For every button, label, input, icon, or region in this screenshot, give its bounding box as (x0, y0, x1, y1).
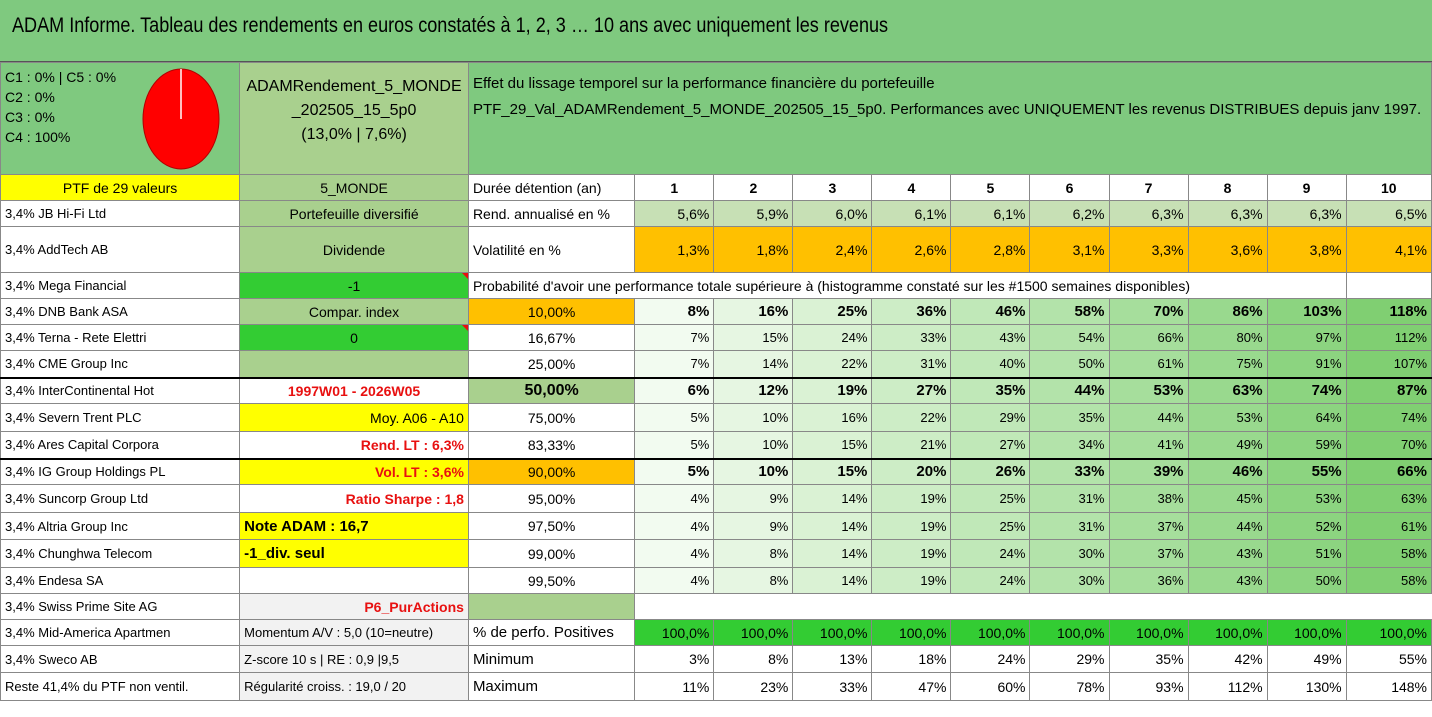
probability-value: 31% (872, 351, 951, 378)
info-moy: Moy. A06 - A10 (240, 404, 469, 432)
probability-value: 31% (1030, 513, 1109, 540)
vol-value: 2,6% (872, 227, 951, 273)
holding-name: 3,4% AddTech AB (1, 227, 240, 273)
table-row (1, 227, 1432, 273)
min-value: 35% (1109, 646, 1188, 673)
description-line1: Effet du lissage temporel sur la performance financière du portefeuille (472, 75, 935, 92)
rend-value: 6,3% (1188, 201, 1267, 227)
table-row (1, 299, 1432, 325)
probability-value: 8% (714, 568, 793, 594)
table-row (1, 351, 1432, 378)
probability-value: 52% (1267, 513, 1346, 540)
probability-value: 61% (1346, 513, 1431, 540)
portfolio-perf: (13,0% | 7,6%) (301, 126, 407, 143)
probability-value: 10% (714, 459, 793, 485)
holding-name: 3,4% Chunghwa Telecom (1, 540, 240, 568)
probability-threshold: 16,67% (468, 325, 634, 351)
probability-value: 14% (793, 513, 872, 540)
info-vol-lt: Vol. LT : 3,6% (240, 459, 469, 485)
rend-label: Rend. annualisé en % (468, 201, 634, 227)
empty-cell (635, 594, 1432, 620)
holding-name: 3,4% Terna - Rete Elettri (1, 325, 240, 351)
table-row (1, 325, 1432, 351)
pos-label: % de perfo. Positives (468, 620, 634, 646)
probability-value: 43% (1188, 568, 1267, 594)
holding-name: 3,4% Endesa SA (1, 568, 240, 594)
probability-value: 25% (951, 485, 1030, 513)
probability-value: 8% (714, 540, 793, 568)
rend-value: 6,3% (1267, 201, 1346, 227)
table-row (1, 513, 1432, 540)
holding-name: 3,4% Mega Financial (1, 273, 240, 299)
holding-name: 3,4% Altria Group Inc (1, 513, 240, 540)
year-header: 10 (1346, 175, 1431, 201)
portfolio-name: ADAMRendement_5_MONDE_202505_15_5p0 (246, 78, 462, 119)
info-rend-lt: Rend. LT : 6,3% (240, 432, 469, 459)
probability-value: 4% (635, 568, 714, 594)
probability-value: 66% (1109, 325, 1188, 351)
probability-value: 14% (793, 568, 872, 594)
probability-threshold: 83,33% (468, 432, 634, 459)
probability-value: 6% (635, 378, 714, 404)
probability-threshold: 97,50% (468, 513, 634, 540)
probability-value: 14% (793, 540, 872, 568)
holding-name: 3,4% Sweco AB (1, 646, 240, 673)
info-period: 1997W01 - 2026W05 (240, 378, 469, 404)
holding-name: 3,4% DNB Bank ASA (1, 299, 240, 325)
min-value: 8% (714, 646, 793, 673)
probability-value: 14% (793, 485, 872, 513)
year-header: 9 (1267, 175, 1346, 201)
year-header: 4 (872, 175, 951, 201)
allocation-pie-chart (141, 67, 221, 171)
year-header: 7 (1109, 175, 1188, 201)
holding-name: 3,4% Ares Capital Corpora (1, 432, 240, 459)
probability-value: 4% (635, 485, 714, 513)
probability-threshold: 50,00% (468, 378, 634, 404)
info-compar-index: Compar. index (240, 299, 469, 325)
vol-value: 1,8% (714, 227, 793, 273)
rend-value: 5,9% (714, 201, 793, 227)
class-line: C4 : 100% (5, 129, 71, 145)
probability-value: 70% (1109, 299, 1188, 325)
probability-value: 59% (1267, 432, 1346, 459)
rend-value: 6,5% (1346, 201, 1431, 227)
table-row (1, 459, 1432, 485)
probability-value: 103% (1267, 299, 1346, 325)
probability-value: 15% (793, 459, 872, 485)
pos-value: 100,0% (1346, 620, 1431, 646)
probability-value: 107% (1346, 351, 1431, 378)
max-value: 130% (1267, 673, 1346, 701)
rend-value: 5,6% (635, 201, 714, 227)
probability-threshold: 95,00% (468, 485, 634, 513)
description-line2: PTF_29_Val_ADAMRendement_5_MONDE_202505_15_5p0. Performances avec UNIQUEMENT les revenus DISTRIBUES depuis janv 1997. (472, 101, 1422, 118)
probability-value: 58% (1030, 299, 1109, 325)
probability-value: 9% (714, 513, 793, 540)
probability-value: 37% (1109, 540, 1188, 568)
probability-value: 61% (1109, 351, 1188, 378)
max-value: 93% (1109, 673, 1188, 701)
probability-value: 53% (1109, 378, 1188, 404)
probability-value: 19% (793, 378, 872, 404)
probability-value: 43% (951, 325, 1030, 351)
class-allocation-cell (1, 63, 240, 175)
probability-value: 70% (1346, 432, 1431, 459)
probability-value: 63% (1346, 485, 1431, 513)
probability-value: 22% (872, 404, 951, 432)
probability-value: 15% (714, 325, 793, 351)
probability-value: 51% (1267, 540, 1346, 568)
probability-value: 24% (951, 568, 1030, 594)
max-value: 47% (872, 673, 951, 701)
table-row (1, 432, 1432, 459)
probability-value: 12% (714, 378, 793, 404)
probability-value: 30% (1030, 568, 1109, 594)
probability-value: 58% (1346, 568, 1431, 594)
probability-threshold: 99,00% (468, 540, 634, 568)
info-compar-value: 0 (240, 325, 469, 351)
probability-value: 4% (635, 540, 714, 568)
probability-threshold: 25,00% (468, 351, 634, 378)
table-row (1, 673, 1432, 701)
probability-value: 54% (1030, 325, 1109, 351)
holding-name: 3,4% Swiss Prime Site AG (1, 594, 240, 620)
probability-value: 86% (1188, 299, 1267, 325)
holding-name: 3,4% Suncorp Group Ltd (1, 485, 240, 513)
probability-value: 16% (793, 404, 872, 432)
pos-value: 100,0% (635, 620, 714, 646)
rend-value: 6,2% (1030, 201, 1109, 227)
info-empty (240, 568, 469, 594)
min-value: 24% (951, 646, 1030, 673)
probability-value: 8% (635, 299, 714, 325)
probability-value: 74% (1267, 378, 1346, 404)
vol-value: 4,1% (1346, 227, 1431, 273)
max-value: 148% (1346, 673, 1431, 701)
min-value: 13% (793, 646, 872, 673)
probability-value: 10% (714, 404, 793, 432)
probability-value: 36% (1109, 568, 1188, 594)
year-header: 1 (635, 175, 714, 201)
probability-value: 44% (1030, 378, 1109, 404)
probability-value: 74% (1346, 404, 1431, 432)
year-header: 5 (951, 175, 1030, 201)
probability-value: 19% (872, 540, 951, 568)
probability-value: 91% (1267, 351, 1346, 378)
holding-name: 3,4% Severn Trent PLC (1, 404, 240, 432)
probability-value: 36% (872, 299, 951, 325)
probability-value: 27% (951, 432, 1030, 459)
probability-value: 80% (1188, 325, 1267, 351)
year-header: 2 (714, 175, 793, 201)
table-row (1, 646, 1432, 673)
probability-value: 9% (714, 485, 793, 513)
table-row (1, 378, 1432, 404)
rend-value: 6,1% (951, 201, 1030, 227)
probability-value: 49% (1188, 432, 1267, 459)
info-dividend-value: -1 (240, 273, 469, 299)
holding-name: Reste 41,4% du PTF non ventil. (1, 673, 240, 701)
probability-value: 35% (951, 378, 1030, 404)
max-value: 78% (1030, 673, 1109, 701)
min-label: Minimum (468, 646, 634, 673)
rend-value: 6,3% (1109, 201, 1188, 227)
page-title: ADAM Informe. Tableau des rendements en euros constatés à 1, 2, 3 … 10 ans avec uniquement les revenus (12, 14, 889, 37)
year-header: 8 (1188, 175, 1267, 201)
probability-value: 5% (635, 432, 714, 459)
probability-value: 5% (635, 404, 714, 432)
probability-value: 21% (872, 432, 951, 459)
probability-value: 50% (1267, 568, 1346, 594)
empty-cell (468, 594, 634, 620)
probability-value: 5% (635, 459, 714, 485)
probability-value: 44% (1109, 404, 1188, 432)
probability-value: 33% (1030, 459, 1109, 485)
probability-value: 15% (793, 432, 872, 459)
max-value: 112% (1188, 673, 1267, 701)
table-row (1, 568, 1432, 594)
description-cell (468, 63, 1431, 175)
vol-value: 2,8% (951, 227, 1030, 273)
vol-value: 3,3% (1109, 227, 1188, 273)
max-value: 33% (793, 673, 872, 701)
probability-value: 40% (951, 351, 1030, 378)
title-bar (0, 0, 1432, 62)
class-line: C2 : 0% (5, 89, 55, 105)
table-row (1, 201, 1432, 227)
min-value: 18% (872, 646, 951, 673)
duration-label: Durée détention (an) (468, 175, 634, 201)
probability-value: 118% (1346, 299, 1431, 325)
pos-value: 100,0% (872, 620, 951, 646)
info-zscore: Z-score 10 s | RE : 0,9 |9,5 (240, 646, 469, 673)
vol-value: 3,8% (1267, 227, 1346, 273)
probability-value: 46% (951, 299, 1030, 325)
holding-name: 3,4% IG Group Holdings PL (1, 459, 240, 485)
min-value: 3% (635, 646, 714, 673)
probability-value: 24% (951, 540, 1030, 568)
probability-value: 58% (1346, 540, 1431, 568)
probability-value: 24% (793, 325, 872, 351)
info-note: Note ADAM : 16,7 (240, 513, 469, 540)
max-label: Maximum (468, 673, 634, 701)
info-momentum: Momentum A/V : 5,0 (10=neutre) (240, 620, 469, 646)
info-div-seul: -1_div. seul (240, 540, 469, 568)
year-header: 3 (793, 175, 872, 201)
performance-table (0, 62, 1432, 701)
probability-value: 25% (793, 299, 872, 325)
probability-value: 19% (872, 568, 951, 594)
max-value: 11% (635, 673, 714, 701)
pos-value: 100,0% (1030, 620, 1109, 646)
table-row (1, 175, 1432, 201)
probability-value: 33% (872, 325, 951, 351)
probability-value: 4% (635, 513, 714, 540)
probability-value: 44% (1188, 513, 1267, 540)
probability-value: 64% (1267, 404, 1346, 432)
probability-value: 53% (1267, 485, 1346, 513)
empty-cell (1346, 273, 1431, 299)
probability-value: 41% (1109, 432, 1188, 459)
probability-value: 66% (1346, 459, 1431, 485)
pos-value: 100,0% (1188, 620, 1267, 646)
probability-value: 14% (714, 351, 793, 378)
pos-value: 100,0% (1267, 620, 1346, 646)
info-regularite: Régularité croiss. : 19,0 / 20 (240, 673, 469, 701)
probability-value: 53% (1188, 404, 1267, 432)
universe-label: 5_MONDE (240, 175, 469, 201)
year-header: 6 (1030, 175, 1109, 201)
table-row (1, 620, 1432, 646)
max-value: 60% (951, 673, 1030, 701)
info-diversified: Portefeuille diversifié (240, 201, 469, 227)
probability-value: 7% (635, 325, 714, 351)
probability-value: 25% (951, 513, 1030, 540)
pos-value: 100,0% (1109, 620, 1188, 646)
class-line: C1 : 0% | C5 : 0% (5, 69, 117, 85)
rend-value: 6,0% (793, 201, 872, 227)
probability-value: 31% (1030, 485, 1109, 513)
probability-value: 29% (951, 404, 1030, 432)
probability-value: 50% (1030, 351, 1109, 378)
probability-value: 46% (1188, 459, 1267, 485)
min-value: 29% (1030, 646, 1109, 673)
vol-value: 2,4% (793, 227, 872, 273)
min-value: 42% (1188, 646, 1267, 673)
min-value: 49% (1267, 646, 1346, 673)
portfolio-name-cell (240, 63, 469, 175)
probability-value: 55% (1267, 459, 1346, 485)
probability-value: 30% (1030, 540, 1109, 568)
probability-value: 39% (1109, 459, 1188, 485)
probability-value: 75% (1188, 351, 1267, 378)
info-dividend: Dividende (240, 227, 469, 273)
pos-value: 100,0% (714, 620, 793, 646)
table-row (1, 404, 1432, 432)
table-row (1, 594, 1432, 620)
holding-name: 3,4% CME Group Inc (1, 351, 240, 378)
probability-threshold: 99,50% (468, 568, 634, 594)
probability-value: 7% (635, 351, 714, 378)
vol-value: 3,1% (1030, 227, 1109, 273)
probability-value: 19% (872, 485, 951, 513)
min-value: 55% (1346, 646, 1431, 673)
vol-label: Volatilité en % (468, 227, 634, 273)
probability-value: 10% (714, 432, 793, 459)
pos-value: 100,0% (951, 620, 1030, 646)
probability-value: 19% (872, 513, 951, 540)
probability-value: 43% (1188, 540, 1267, 568)
holding-name: 3,4% InterContinental Hot (1, 378, 240, 404)
pos-value: 100,0% (793, 620, 872, 646)
prob-title: Probabilité d'avoir une performance totale supérieure à (histogramme constaté sur les #1500 semaines disponibles) (468, 273, 1346, 299)
holding-name: 3,4% JB Hi-Fi Ltd (1, 201, 240, 227)
probability-value: 26% (951, 459, 1030, 485)
probability-value: 22% (793, 351, 872, 378)
probability-value: 97% (1267, 325, 1346, 351)
probability-value: 45% (1188, 485, 1267, 513)
probability-value: 63% (1188, 378, 1267, 404)
class-line: C3 : 0% (5, 109, 55, 125)
probability-threshold: 10,00% (468, 299, 634, 325)
table-row (1, 540, 1432, 568)
holding-name: 3,4% Mid-America Apartmen (1, 620, 240, 646)
probability-value: 27% (872, 378, 951, 404)
probability-value: 87% (1346, 378, 1431, 404)
rend-value: 6,1% (872, 201, 951, 227)
info-category: P6_PurActions (240, 594, 469, 620)
info-empty (240, 351, 469, 378)
ptf-label: PTF de 29 valeurs (1, 175, 240, 201)
probability-threshold: 75,00% (468, 404, 634, 432)
probability-value: 37% (1109, 513, 1188, 540)
probability-value: 112% (1346, 325, 1431, 351)
probability-value: 35% (1030, 404, 1109, 432)
probability-value: 20% (872, 459, 951, 485)
probability-value: 34% (1030, 432, 1109, 459)
vol-value: 3,6% (1188, 227, 1267, 273)
probability-value: 38% (1109, 485, 1188, 513)
info-sharpe: Ratio Sharpe : 1,8 (240, 485, 469, 513)
probability-value: 16% (714, 299, 793, 325)
table-row (1, 485, 1432, 513)
table-row (1, 273, 1432, 299)
probability-threshold: 90,00% (468, 459, 634, 485)
vol-value: 1,3% (635, 227, 714, 273)
max-value: 23% (714, 673, 793, 701)
